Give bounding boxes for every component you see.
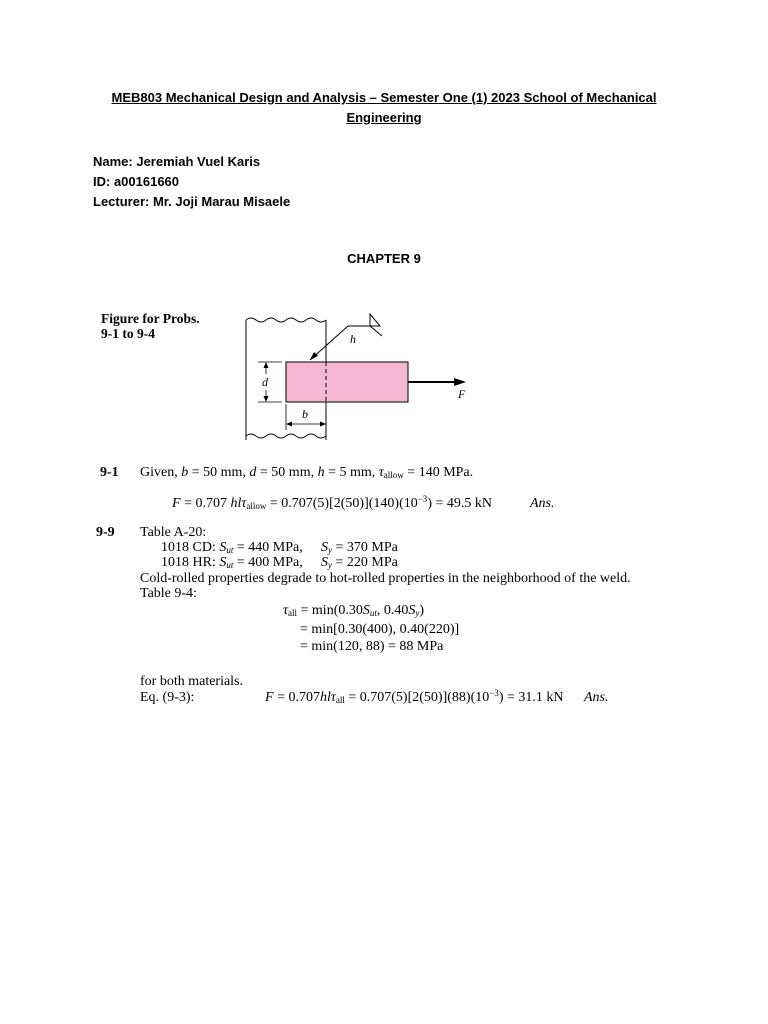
- both-materials-note: for both materials.: [140, 674, 244, 689]
- var-tau: τ: [330, 690, 336, 705]
- figure-caption-line2: 9-1 to 9-4: [101, 326, 155, 341]
- eq-part1: = 0.707: [180, 496, 231, 511]
- lecturer-name: Lecturer: Mr. Joji Marau Misaele: [93, 194, 291, 209]
- weld-figure: [240, 312, 480, 444]
- eq-result: ) = 31.1 kN: [498, 690, 564, 705]
- hr-label: 1018 HR:: [161, 555, 220, 570]
- label-F: F: [458, 387, 466, 401]
- line1-part-c: ): [419, 603, 425, 618]
- tau-all-line3: = min(120, 88) = 88 MPa: [300, 639, 444, 654]
- var-b: b: [181, 465, 189, 480]
- figure-caption-line1: Figure for Probs.: [101, 311, 200, 326]
- sy-value: = 370 MPa: [332, 540, 398, 555]
- var-tau: τ: [378, 465, 384, 480]
- weld-symbol-tail: [370, 326, 382, 336]
- eq-9-3-label: Eq. (9-3):: [140, 690, 195, 705]
- var-F: F: [265, 690, 274, 705]
- d-value: = 50 mm,: [256, 465, 318, 480]
- label-d: d: [262, 375, 268, 389]
- given-prefix: Given,: [140, 465, 182, 480]
- sut-value: = 400 MPa,: [233, 555, 303, 570]
- cd-properties: [161, 540, 303, 556]
- problem-9-9-number: 9-9: [96, 525, 115, 540]
- tau-value: = 140 MPa.: [403, 465, 474, 480]
- tau-subscript: all: [288, 608, 298, 618]
- var-h: h: [317, 465, 325, 480]
- ut-subscript: ut: [369, 608, 377, 618]
- sy-value: = 220 MPa: [332, 555, 398, 570]
- label-b: b: [302, 407, 308, 421]
- cd-yield: [321, 540, 398, 556]
- table-9-4-label: Table 9-4:: [140, 586, 197, 601]
- wall-bottom-break: [246, 434, 326, 438]
- hr-properties: [161, 555, 303, 571]
- eq-part2: = 0.707(5)[2(50)](140)(10: [266, 496, 418, 511]
- ans-label: Ans.: [584, 690, 609, 705]
- wall-top-break: [246, 318, 326, 322]
- tau-subscript: allow: [246, 501, 267, 511]
- sut-value: = 440 MPa,: [233, 540, 303, 555]
- eq-part2: = 0.707(5)[2(50)](88)(10: [344, 690, 490, 705]
- var-S: S: [219, 555, 227, 570]
- var-tau: τ: [241, 496, 247, 511]
- table-a20-label: Table A-20:: [140, 525, 207, 540]
- problem-9-1-equation: [172, 496, 492, 512]
- eq-part1: = 0.707: [273, 690, 320, 705]
- var-d: d: [249, 465, 257, 480]
- b-arrow-right: [320, 422, 326, 427]
- var-S: S: [362, 603, 370, 618]
- fillet-weld-symbol: [370, 314, 380, 326]
- tau-subscript: all: [335, 695, 345, 705]
- line1-part-a: = min(0.30: [297, 603, 363, 618]
- var-hl: hl: [230, 496, 242, 511]
- var-tau: τ: [283, 603, 289, 618]
- problem-9-1-given: [140, 465, 473, 481]
- var-Sy: S: [408, 603, 416, 618]
- figure-caption: [101, 311, 200, 341]
- tau-all-line2: = min[0.30(400), 0.40(220)]: [300, 622, 460, 637]
- var-Sy: S: [321, 540, 328, 555]
- welded-bar: [286, 362, 408, 402]
- eq-result: ) = 49.5 kN: [427, 496, 492, 511]
- chapter-heading: CHAPTER 9: [347, 251, 421, 266]
- var-F: F: [172, 496, 181, 511]
- weld-leader-arrowhead: [310, 352, 318, 360]
- hr-yield: [321, 555, 398, 571]
- weld-note: Cold-rolled properties degrade to hot-rolled properties in the neighborhood of the weld.: [140, 571, 631, 586]
- problem-9-9-equation: [265, 690, 563, 706]
- ans-label: Ans.: [530, 496, 555, 511]
- tau-subscript: allow: [383, 470, 404, 480]
- problem-9-9-ans: [584, 690, 609, 706]
- force-arrowhead: [454, 378, 466, 386]
- b-value: = 50 mm,: [188, 465, 250, 480]
- var-S: S: [219, 540, 227, 555]
- d-arrow-top: [264, 362, 269, 368]
- exponent: −3: [417, 494, 428, 504]
- problem-9-1-ans: [530, 496, 555, 512]
- b-arrow-left: [286, 422, 292, 427]
- var-hl: hl: [319, 690, 331, 705]
- problem-9-1-number: 9-1: [100, 465, 119, 480]
- document-title: MEB803 Mechanical Design and Analysis – Semester One (1) 2023 School of Mechanical Engineering: [111, 90, 657, 125]
- y-subscript: y: [328, 545, 332, 555]
- exponent: −3: [489, 688, 499, 698]
- tau-all-line1: [283, 603, 424, 619]
- ut-subscript: ut: [226, 545, 234, 555]
- h-value: = 5 mm,: [324, 465, 379, 480]
- student-name: Name: Jeremiah Vuel Karis: [93, 154, 261, 169]
- var-Sy: S: [321, 555, 328, 570]
- student-id: ID: a00161660: [93, 174, 180, 189]
- cd-label: 1018 CD:: [161, 540, 220, 555]
- line1-part-b: , 0.40: [376, 603, 409, 618]
- y-subscript: y: [415, 608, 420, 618]
- label-h: h: [350, 332, 356, 346]
- y-subscript: y: [328, 560, 332, 570]
- d-arrow-bottom: [264, 396, 269, 402]
- ut-subscript: ut: [226, 560, 234, 570]
